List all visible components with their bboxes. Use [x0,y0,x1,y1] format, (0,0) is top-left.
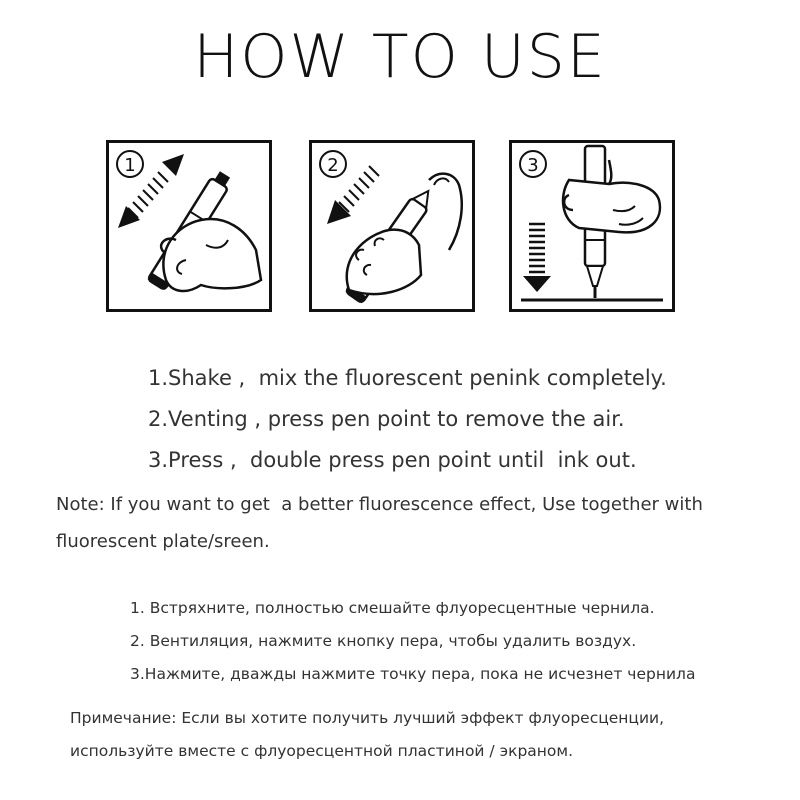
instruction-ru-3: 3.Нажмите, дважды нажмите точку пера, пока не исчезнет чернила [130,665,696,683]
instructions-ru [130,592,790,691]
step-3-illustration [509,140,675,312]
step-2-number: 2 [327,155,339,176]
instructions-en [148,358,788,481]
instruction-ru-2: 2. Вентиляция, нажмите кнопку пера, чтобы удалить воздух. [130,632,637,650]
vent-pen-icon [309,140,475,312]
step-1-illustration [106,140,272,312]
instruction-en-2: 2.Venting , press pen point to remove the air. [148,407,625,431]
note-ru: Примечание: Если вы хотите получить лучший эффект флуоресценции, используйте вместе с флуоресцентной пластиной / экраном. [70,709,665,760]
instruction-ru-1: 1. Встряхните, полностью смешайте флуоресцентные чернила. [130,599,655,617]
step-1-number: 1 [124,155,136,176]
page-title: HOW TO USE [193,22,607,92]
shake-pen-icon [106,140,272,312]
instruction-en-1: 1.Shake , mix the fluorescent penink completely. [148,366,667,390]
instruction-en-3: 3.Press , double press pen point until ink out. [148,448,637,472]
press-pen-icon [509,140,675,312]
note-en: Note: If you want to get a better fluorescence effect, Use together with fluorescent plate/sreen. [56,494,703,552]
step-2-illustration [309,140,475,312]
step-3-number: 3 [527,155,539,176]
